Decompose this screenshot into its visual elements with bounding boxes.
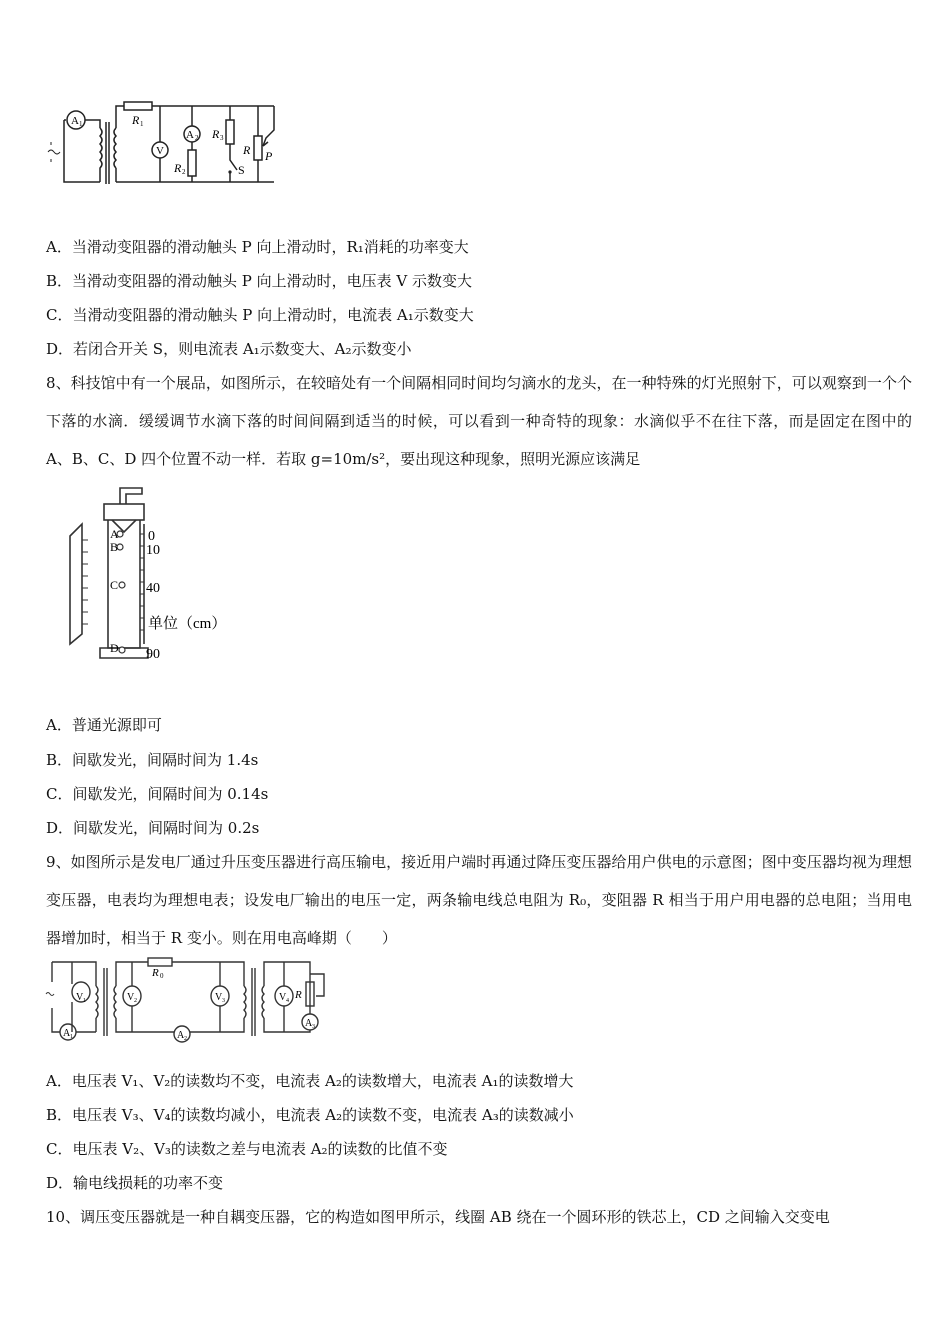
meter-v4-sub: 4 [286,998,289,1004]
q9-option-c: C．电压表 V₂、V₃的读数之差与电流表 A₂的读数的比值不变 [46,1140,448,1158]
q8-option-a: A．普通光源即可 [46,716,162,734]
q10-stem: 10、调压变压器就是一种自耦变压器，它的构造如图甲所示，线圈 AB 绕在一个圆环形的铁芯上，CD 之间输入交变电 [46,1208,830,1226]
meter-v1-sub: 1 [83,998,86,1004]
q7-option-a: A．当滑动变阻器的滑动触头 P 向上滑动时，R₁消耗的功率变大 [46,238,469,256]
meter-a3-sub: 3 [312,1024,315,1030]
q9-option-a: A．电压表 V₁、V₂的读数均不变，电流表 A₂的读数增大，电流表 A₁的读数增大 [46,1072,574,1090]
q7-option-b: B．当滑动变阻器的滑动触头 P 向上滑动时，电压表 V 示数变大 [46,272,473,290]
fig-label-r1: R [132,113,140,127]
scale-90: 90 [146,647,160,662]
meter-v2-sub: 2 [134,998,137,1004]
q8-option-b: B．间歇发光，间隔时间为 1.4s [46,751,259,769]
meter-v1: V [76,992,84,1003]
meter-a1: A [63,1028,71,1039]
drop-label-b: B [110,540,119,554]
meter-a2-sub: 2 [184,1036,187,1042]
scale-unit: 单位（cm） [148,616,227,632]
q8-option-c: C．间歇发光，间隔时间为 0.14s [46,785,269,803]
drop-label-a: A [110,527,119,541]
resistor-r: R [295,989,302,1001]
fig-label-a2: A [186,129,194,141]
resistor-r0-sub: 0 [160,972,164,980]
meter-v3-sub: 3 [222,998,225,1004]
q8-stem: 8、科技馆中有一个展品，如图所示，在较暗处有一个间隔相同时间均匀滴水的龙头，在一种特殊的灯光照射下，可以观察到一个个下落的水滴．缓缓调节水滴下落的时间间隔到适当的时候，可以看到一种奇特的现象：水滴似乎不在往下落，而是固定在图中的 A、B、C、D 四个位置不动一样．若取 g=10m/s²，要出现这种现象，照明光源应该满足 [46,374,912,468]
fig-label-r2-sub: 2 [182,168,186,176]
drop-label-d: D [110,641,119,655]
meter-v4: V [279,992,287,1003]
meter-v2: V [127,992,135,1003]
q7-circuit-figure [44,98,284,190]
resistor-r0: R [152,967,159,979]
q7-option-d: D．若闭合开关 S，则电流表 A₁示数变大、A₂示数变小 [46,340,412,358]
meter-v3: V [215,992,223,1003]
q9-option-d: D．输电线损耗的功率不变 [46,1174,224,1192]
meter-a1-sub: 1 [70,1034,73,1040]
scale-40: 40 [146,581,160,596]
fig-label-a1-sub: 1 [79,120,83,128]
meter-a3: A [305,1018,313,1029]
fig-label-v: V [156,145,164,157]
meter-a2: A [177,1030,185,1041]
fig-label-r: R [243,143,251,157]
fig-label-r3-sub: 3 [220,134,224,142]
fig-label-s: S [238,163,245,177]
fig-label-r2: R [174,161,182,175]
fig-label-a1: A [71,115,79,127]
scale-0: 0 [148,529,155,544]
scale-10: 10 [146,543,160,558]
fig-label-r1-sub: 1 [140,120,144,128]
drop-label-c: C [110,578,119,592]
q9-transmission-figure [44,956,334,1048]
q9-option-b: B．电压表 V₃、V₄的读数均减小，电流表 A₂的读数不变，电流表 A₃的读数减小 [46,1106,574,1124]
fig-label-p: P [265,149,273,163]
q8-water-drop-figure [60,484,245,684]
fig-label-a2-sub: 2 [195,134,199,142]
q8-option-d: D．间歇发光，间隔时间为 0.2s [46,819,260,837]
fig-label-r3: R [212,127,220,141]
q9-stem: 9、如图所示是发电厂通过升压变压器进行高压输电，接近用户端时再通过降压变压器给用户供电的示意图；图中变压器均视为理想变压器，电表均为理想电表；设发电厂输出的电压一定，两条输电线总电阻为 R₀，变阻器 R 相当于用户用电器的总电阻；当用电器增加时，相当于 R 变小。则在用电高峰期（ ） [46,853,912,947]
q7-option-c: C．当滑动变阻器的滑动触头 P 向上滑动时，电流表 A₁示数变大 [46,306,474,324]
